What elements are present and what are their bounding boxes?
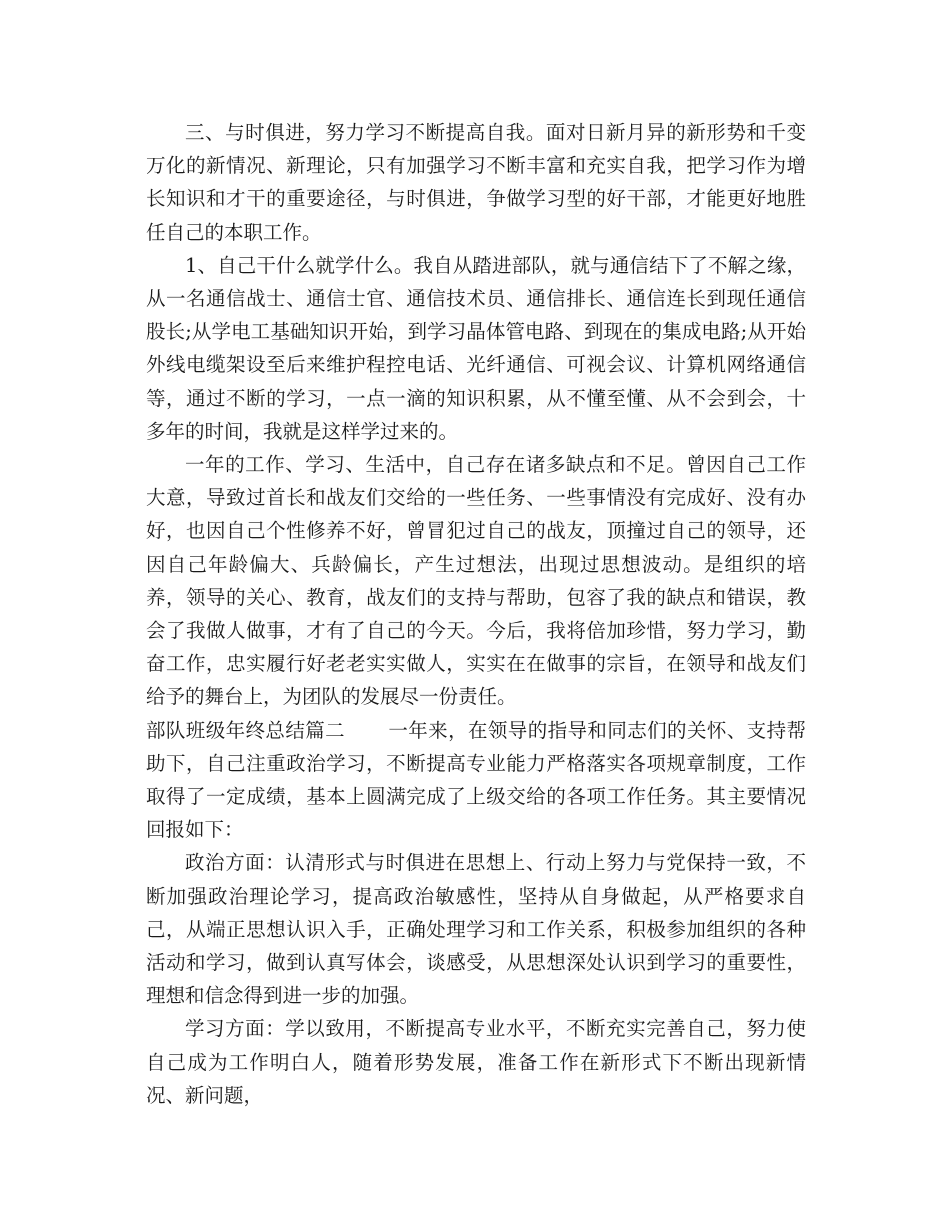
paragraph-learn-what-you-do: 1、自己干什么就学什么。我自从踏进部队，就与通信结下了不解之缘，从一名通信战士、通信士官、通信技术员、通信排长、通信连长到现任通信股长;从学电工基础知识开始，到学习晶体管电路、到现在的集成电路;从开始外线电缆架设至后来维护程控电话、光纤通信、可视会议、计算机网络通信等，通过不断的学习，一点一滴的知识积累，从不懂至懂、从不会到会，十多年的时间，我就是这样学过来的。: [146, 253, 806, 443]
paragraph-political: 政治方面：认清形式与时俱进在思想上、行动上努力与党保持一致，不断加强政治理论学习，提高政治敏感性，坚持从自身做起，从严格要求自己，从端正思想认识入手，正确处理学习和工作关系，积极参加组织的各种活动和学习，做到认真写体会，谈感受，从思想深处认识到学习的重要性，理想和信念得到进一步的加强。: [146, 851, 806, 1008]
section-first-text: 一年来，在领导的指导和同志们的关怀、支持帮助下，自己注重政治学习，不断提高专业能力严格落实各项规章制度，工作取得了一定成绩，基本上圆满完成了上级交给的各项工作任务。其主要情况回报如下：: [146, 718, 806, 842]
paragraph-study: 学习方面：学以致用，不断提高专业水平，不断充实完善自己，努力使自己成为工作明白人，随着形势发展，准备工作在新形式下不断出现新情况、新问题，: [146, 1017, 806, 1107]
paragraph-keep-pace: 三、与时俱进，努力学习不断提高自我。面对日新月异的新形势和千变万化的新情况、新理论，只有加强学习不断丰富和充实自我，把学习作为增长知识和才干的重要途径，与时俱进，争做学习型的好干部，才能更好地胜任自己的本职工作。: [146, 121, 806, 244]
paragraph-shortcomings: 一年的工作、学习、生活中，自己存在诸多缺点和不足。曾因自己工作大意，导致过首长和战友们交给的一些任务、一些事情没有完成好、没有办好，也因自己个性修养不好，曾冒犯过自己的战友，顶撞过自己的领导，还因自己年龄偏大、兵龄偏长，产生过想法，出现过思想波动。是组织的培养，领导的关心、教育，战友们的支持与帮助，包容了我的缺点和错误，教会了我做人做事，才有了自己的今天。今后，我将倍加珍惜，努力学习，勤奋工作，忠实履行好老老实实做人，实实在在做事的宗旨，在领导和战友们给予的舞台上，为团队的发展尽一份责任。: [146, 453, 806, 709]
paragraph-section-two: [146, 714, 806, 847]
document-body: [146, 116, 806, 1112]
section-title: 部队班级年终总结篇二: [146, 718, 346, 742]
